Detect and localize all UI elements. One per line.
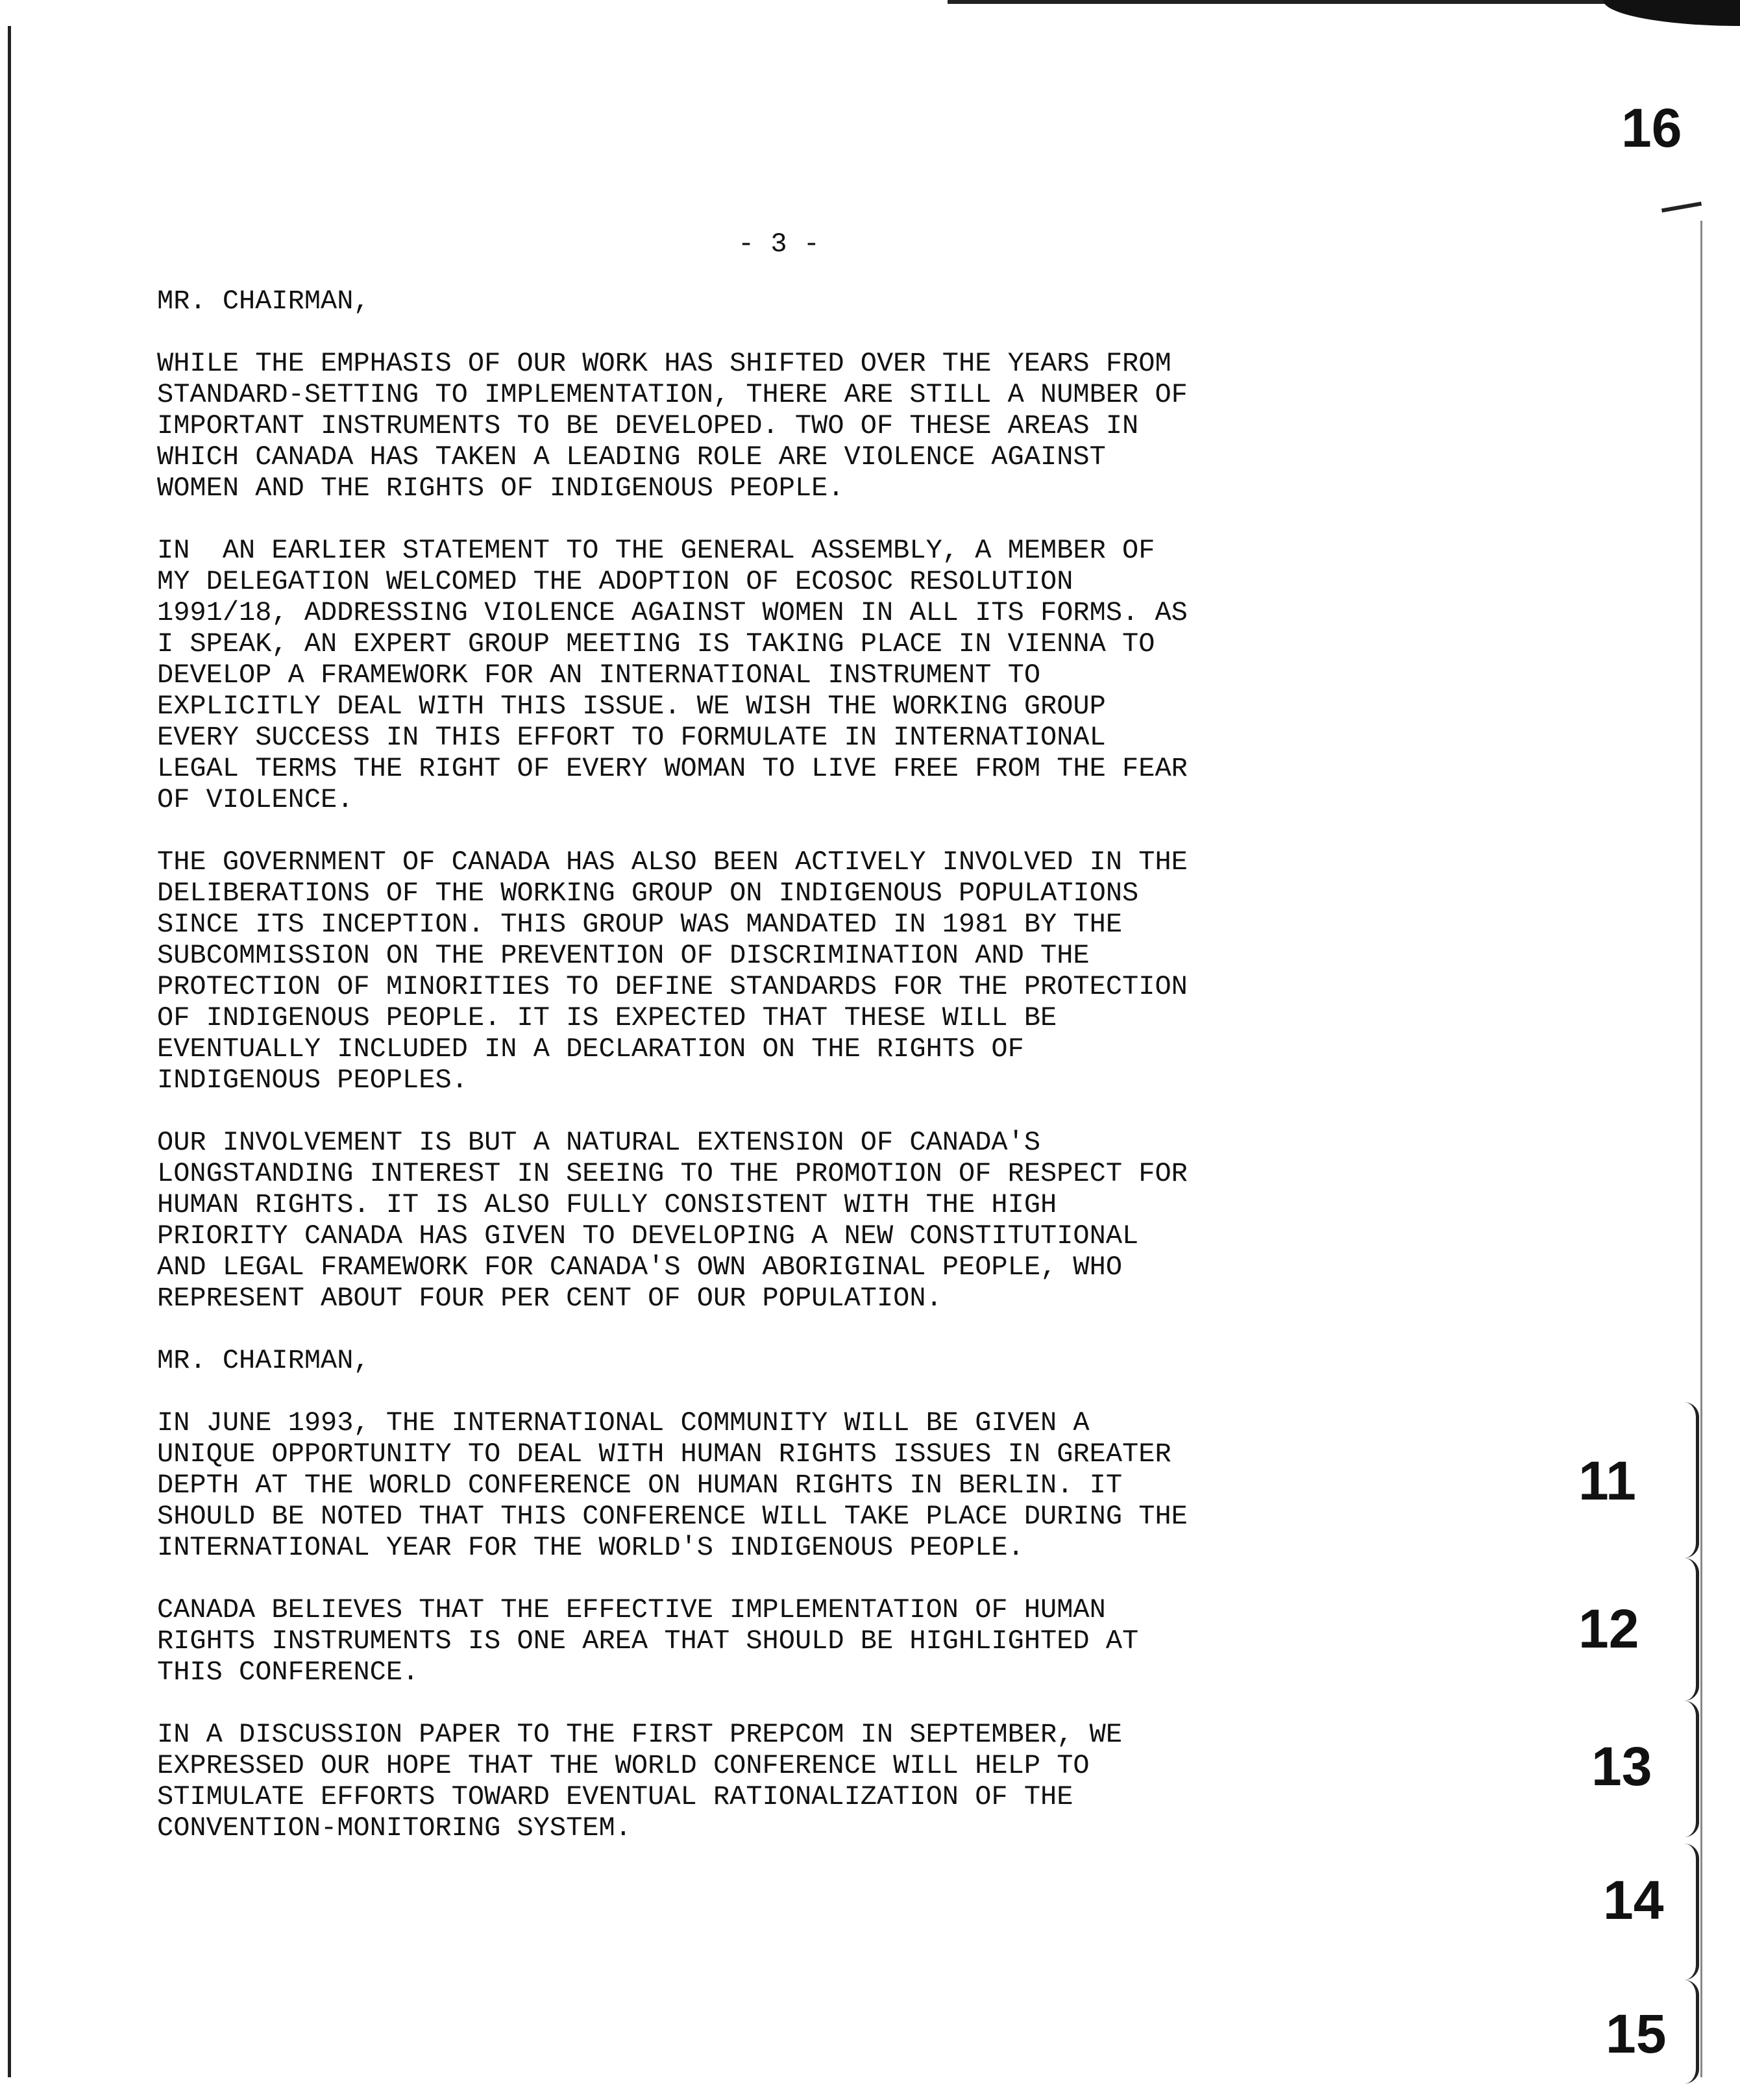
paragraph-discussion-paper: IN A DISCUSSION PAPER TO THE FIRST PREPCOM IN SEPTEMBER, WE EXPRESSED OUR HOPE THAT THE WORLD CONFERENCE WILL HELP TO STIMULATE EFFORTS TOWARD EVENTUAL RATIONALIZATION OF THE CONVENTION-MONITORING SYSTEM. (157, 1719, 1123, 1844)
page-number: - 3 - (737, 229, 820, 260)
tab-bracket-11 (1684, 1402, 1699, 1558)
tab-bracket-14 (1684, 1844, 1699, 1980)
tab-dash-mark (1661, 202, 1702, 213)
tab-number-13: 13 (1591, 1736, 1652, 1797)
tab-bracket-15 (1684, 1980, 1699, 2084)
tab-number-15: 15 (1606, 2003, 1667, 2064)
tab-bracket-12 (1684, 1558, 1699, 1701)
paragraph-standard-setting: WHILE THE EMPHASIS OF OUR WORK HAS SHIFTED OVER THE YEARS FROM STANDARD-SETTING TO IMPLEMENTATION, THERE ARE STILL A NUMBER OF IMPORTANT INSTRUMENTS TO BE DEVELOPED. TWO OF THESE AREAS IN WHICH CANADA HAS TAKEN A LEADING ROLE ARE VIOLENCE AGAINST WOMEN AND THE RIGHTS OF INDIGENOUS PEOPLE. (157, 348, 1188, 504)
scan-corner-curl (1603, 0, 1740, 26)
tab-number-11: 11 (1578, 1450, 1636, 1511)
paragraph-implementation: CANADA BELIEVES THAT THE EFFECTIVE IMPLEMENTATION OF HUMAN RIGHTS INSTRUMENTS IS ONE AREA THAT SHOULD BE HIGHLIGHTED AT THIS CONFERENCE. (157, 1594, 1139, 1688)
paragraph-canada-involvement: OUR INVOLVEMENT IS BUT A NATURAL EXTENSION OF CANADA'S LONGSTANDING INTEREST IN SEEING TO THE PROMOTION OF RESPECT FOR HUMAN RIGHTS. IT IS ALSO FULLY CONSISTENT WITH THE HIGH PRIORITY CANADA HAS GIVEN TO DEVELOPING A NEW CONSTITUTIONAL AND LEGAL FRAMEWORK FOR CANADA'S OWN ABORIGINAL PEOPLE, WHO REPRESENT ABOUT FOUR PER CENT OF OUR POPULATION. (157, 1127, 1188, 1314)
paragraph-world-conference: IN JUNE 1993, THE INTERNATIONAL COMMUNITY WILL BE GIVEN A UNIQUE OPPORTUNITY TO DEAL WITH HUMAN RIGHTS ISSUES IN GREATER DEPTH AT THE WORLD CONFERENCE ON HUMAN RIGHTS IN BERLIN. IT SHOULD BE NOTED THAT THIS CONFERENCE WILL TAKE PLACE DURING THE INTERNATIONAL YEAR FOR THE WORLD'S INDIGENOUS PEOPLE. (157, 1407, 1188, 1563)
paragraph-violence-against-women: IN AN EARLIER STATEMENT TO THE GENERAL ASSEMBLY, A MEMBER OF MY DELEGATION WELCOMED THE ADOPTION OF ECOSOC RESOLUTION 1991/18, ADDRESSING VIOLENCE AGAINST WOMEN IN ALL ITS FORMS. AS I SPEAK, AN EXPERT GROUP MEETING IS TAKING PLACE IN VIENNA TO DEVELOP A FRAMEWORK FOR AN INTERNATIONAL INSTRUMENT TO EXPLICITLY DEAL WITH THIS ISSUE. WE WISH THE WORKING GROUP EVERY SUCCESS IN THIS EFFORT TO FORMULATE IN INTERNATIONAL LEGAL TERMS THE RIGHT OF EVERY WOMAN TO LIVE FREE FROM THE FEAR OF VIOLENCE. (157, 535, 1188, 815)
scan-left-edge (8, 26, 11, 2077)
tab-bracket-13 (1684, 1701, 1699, 1837)
tab-number-12: 12 (1578, 1598, 1639, 1659)
tab-number-16: 16 (1621, 97, 1682, 158)
paragraph-indigenous-populations: THE GOVERNMENT OF CANADA HAS ALSO BEEN ACTIVELY INVOLVED IN THE DELIBERATIONS OF THE WORKING GROUP ON INDIGENOUS POPULATIONS SINCE ITS INCEPTION. THIS GROUP WAS MANDATED IN 1981 BY THE SUBCOMMISSION ON THE PREVENTION OF DISCRIMINATION AND THE PROTECTION OF MINORITIES TO DEFINE STANDARDS FOR THE PROTECTION OF INDIGENOUS PEOPLE. IT IS EXPECTED THAT THESE WILL BE EVENTUALLY INCLUDED IN A DECLARATION ON THE RIGHTS OF INDIGENOUS PEOPLES. (157, 846, 1188, 1096)
tab-number-14: 14 (1603, 1870, 1664, 1931)
salutation: MR. CHAIRMAN, (157, 1345, 370, 1376)
salutation: MR. CHAIRMAN, (157, 286, 370, 317)
scan-right-rule (1700, 221, 1702, 2077)
document-body (157, 286, 1377, 1875)
